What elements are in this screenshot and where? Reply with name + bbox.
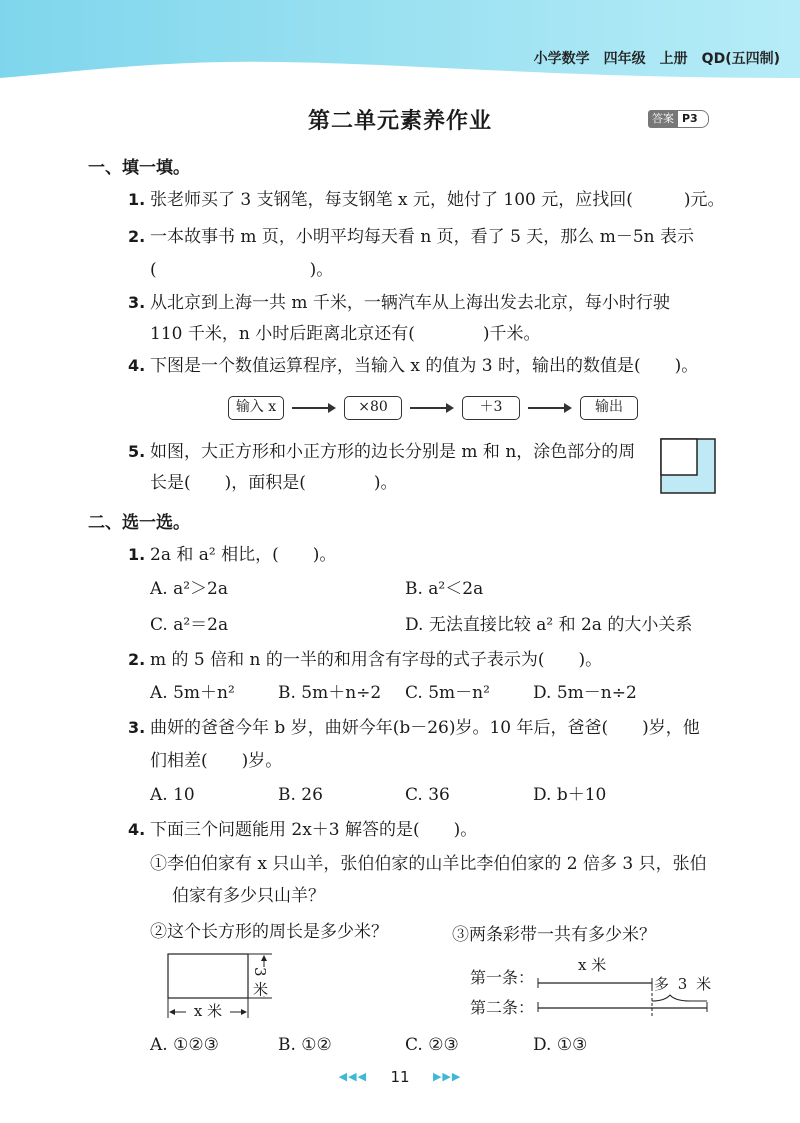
s2-q1-number: 1. (128, 545, 146, 564)
rect-width-label: x 米 (186, 1002, 230, 1020)
s2-q1-option-d[interactable]: D. 无法直接比较 a² 和 2a 的大小关系 (405, 615, 693, 635)
flow-add-box: ＋3 (462, 396, 520, 420)
flow-output-box: 输出 (580, 396, 638, 420)
squares-figure (660, 438, 716, 494)
flow-arrow-1 (292, 407, 334, 409)
s2-q4-text: 下面三个问题能用 2x＋3 解答的是( )。 (150, 820, 478, 840)
s1-q4-text: 下图是一个数值运算程序，当输入 x 的值为 3 时，输出的数值是( )。 (150, 356, 699, 376)
s1-q5-line2: 长是( )，面积是( )。 (150, 473, 398, 493)
footer-left-arrows: ◀◀◀ (338, 1070, 368, 1083)
s1-q2-line1: 一本故事书 m 页，小明平均每天看 n 页，看了 5 天，那么 m－5n 表示 (150, 227, 694, 247)
s2-q3-option-a[interactable]: A. 10 (150, 785, 195, 805)
s2-q2-option-d[interactable]: D. 5m－n÷2 (533, 683, 637, 703)
s1-q5-number: 5. (128, 442, 146, 461)
s1-q2-number: 2. (128, 227, 146, 246)
footer (0, 1066, 800, 1086)
answer-tag (648, 110, 709, 128)
s1-q3-line1: 从北京到上海一共 m 千米，一辆汽车从上海出发去北京，每小时行驶 (150, 293, 670, 313)
s2-q3-option-c[interactable]: C. 36 (405, 785, 450, 805)
footer-right-arrows: ▶▶▶ (432, 1070, 462, 1083)
header-wave (0, 0, 800, 80)
s1-q1-text: 张老师买了 3 支钢笔，每支钢笔 x 元，她付了 100 元，应找回( )元。 (150, 190, 725, 210)
flow-multiply-box: ×80 (344, 396, 402, 420)
s2-q3-number: 3. (128, 718, 146, 737)
s1-q1-number: 1. (128, 190, 146, 209)
s2-q2-number: 2. (128, 650, 146, 669)
s2-q4-option-a[interactable]: A. ①②③ (150, 1035, 219, 1055)
flow-arrow-2 (410, 407, 452, 409)
page-title: 第二单元素养作业 (307, 109, 492, 134)
rect-height-label: 3 米 (251, 967, 269, 997)
s2-q4-problem3: ③两条彩带一共有多少米？ (452, 925, 656, 945)
s2-q3-line1: 曲妍的爸爸今年 b 岁，曲妍今年(b－26)岁。10 年后，爸爸( )岁，他 (150, 718, 700, 738)
s1-q2-line2: ( )。 (150, 260, 334, 280)
section-1-heading: 一、填一填。 (88, 158, 190, 178)
page-number: 11 (390, 1067, 410, 1086)
s1-q3-line2: 110 千米，n 小时后距离北京还有( )千米。 (150, 324, 541, 344)
ribbon-extra-label: 多 3 米 (654, 975, 714, 993)
s2-q4-problem2: ②这个长方形的周长是多少米？ (150, 922, 388, 942)
s2-q2-option-b[interactable]: B. 5m＋n÷2 (278, 683, 382, 703)
s2-q4-problem1-line2: 伯家有多少只山羊？ (172, 886, 325, 906)
answer-tag-page: P3 (678, 110, 709, 128)
s2-q1-text: 2a 和 a² 相比，( )。 (150, 545, 337, 565)
book-info: 小学数学 四年级 上册 QD(五四制) (533, 51, 780, 67)
s2-q2-option-a[interactable]: A. 5m＋n² (150, 683, 235, 703)
s2-q4-option-c[interactable]: C. ②③ (405, 1035, 459, 1055)
s2-q2-text: m 的 5 倍和 n 的一半的和用含有字母的式子表示为( )。 (150, 650, 603, 670)
s2-q1-option-a[interactable]: A. a²＞2a (150, 579, 228, 599)
answer-tag-label: 答案 (648, 110, 678, 128)
section-2-heading: 二、选一选。 (88, 513, 190, 533)
s2-q3-option-d[interactable]: D. b＋10 (533, 785, 607, 805)
s2-q3-option-b[interactable]: B. 26 (278, 785, 323, 805)
s2-q4-number: 4. (128, 820, 146, 839)
ribbon-2-label: 第二条： (470, 998, 535, 1017)
s2-q1-option-c[interactable]: C. a²＝2a (150, 615, 229, 635)
ribbon-1-label: 第一条： (470, 968, 535, 987)
s2-q4-option-d[interactable]: D. ①③ (533, 1035, 588, 1055)
s1-q5-line1: 如图，大正方形和小正方形的边长分别是 m 和 n，涂色部分的周 (150, 442, 636, 462)
s1-q3-number: 3. (128, 293, 146, 312)
s2-q4-option-b[interactable]: B. ①② (278, 1035, 332, 1055)
ribbon-length-label: x 米 (578, 956, 607, 974)
s2-q2-option-c[interactable]: C. 5m－n² (405, 683, 490, 703)
s2-q3-line2: 们相差( )岁。 (150, 751, 283, 771)
s2-q1-option-b[interactable]: B. a²＜2a (405, 579, 484, 599)
flow-input-box: 输入 x (228, 396, 284, 420)
s1-q4-number: 4. (128, 356, 146, 375)
header-band (0, 0, 800, 80)
s2-q4-problem1-line1: ①李伯伯家有 x 只山羊，张伯伯家的山羊比李伯伯家的 2 倍多 3 只，张伯 (150, 854, 707, 874)
flow-arrow-3 (528, 407, 570, 409)
